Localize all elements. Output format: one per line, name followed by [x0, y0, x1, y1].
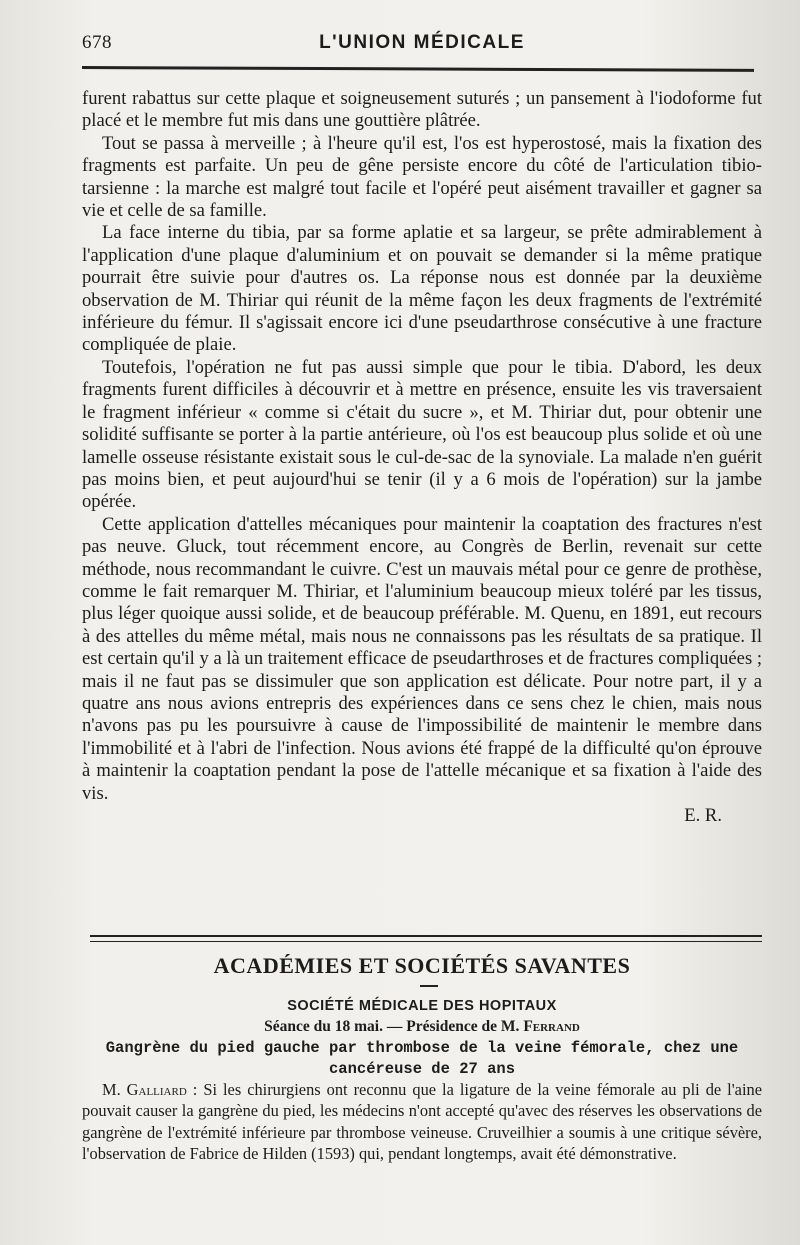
article-title: Gangrène du pied gauche par thrombose de la veine fémorale, chez une cancéreuse de 27 ans [105, 1039, 739, 1078]
paragraph: La face interne du tibia, par sa forme aplatie et sa largeur, se prête admirablement à l'application d'une plaque d'aluminium et on pouvait se demander si la même pratique pourrait être suivie pour d'autres os. La réponse nous est donnée par la deuxième observation de M. Thiriar qui réunit de la même façon les deux fragments de l'extrémité inférieure du fémur. Il s'agissait encore ici d'une pseudarthrose consécutive à une fracture compliquée de plaie. [82, 222, 762, 356]
paragraph: Cette application d'attelles mécaniques pour maintenir la coaptation des fractures n'est pas neuve. Gluck, tout récemment encore, au Congrès de Berlin, revenait sur cette méthode, nous recommandant le cuivre. C'est un mauvais métal pour ce genre de prothèse, comme le fait remarquer M. Thiriar, et l'aluminium beaucoup mieux toléré par les tissus, plus léger quoique aussi solide, et de beaucoup préférable. M. Quenu, en 1891, eut recours à des attelles du même métal, mais nous ne connaissons pas les résultats de sa pratique. Il est certain qu'il y a là un traitement efficace de pseudarthroses et de fractures compliquées ; mais il ne faut pas se dissimuler que son application est délicate. Pour notre part, il y a quatre ans nous avions entrepris des expériences dans ce sens chez le chien, mais nous n'avons pas pu les poursuivre à cause de l'impossibilité de maintenir le membre dans l'immobilité et à l'abri de l'infection. Nous avions été frappé de la difficulté qu'on éprouve à maintenir la coaptation pendant la pose de l'attelle mécanique et sa fixation à l'aide des vis. [82, 513, 762, 804]
running-head [82, 32, 762, 62]
speaker-name: Galliard [126, 1080, 187, 1099]
report-body [82, 1079, 762, 1165]
session-line [82, 1018, 762, 1036]
paragraph: furent rabattus sur cette plaque et soigneusement suturés ; un pansement à l'iodoforme fut placé et le membre fut mis dans une gouttière plâtrée. [82, 88, 762, 132]
paragraph [82, 1079, 762, 1165]
author-signature: E. R. [684, 805, 722, 826]
session-date: Séance du 18 mai. — Présidence de M. [264, 1018, 524, 1035]
speaker-prefix: M. [102, 1080, 127, 1099]
session-president: Ferrand [523, 1018, 580, 1035]
heading-dash [420, 985, 438, 987]
society-name: SOCIÉTÉ MÉDICALE DES HOPITAUX [287, 998, 557, 1014]
page-number: 678 [82, 32, 112, 53]
header-rule [82, 66, 754, 72]
section-heading: ACADÉMIES ET SOCIÉTÉS SAVANTES [213, 953, 631, 978]
paragraph: Toutefois, l'opération ne fut pas aussi simple que pour le tibia. D'abord, les deux fragments furent difficiles à découvrir et à mettre en présence, ensuite les vis traversaient le fragment inférieur « comme si c'était du sucre », et M. Thiriar dut, pour obtenir une solidité suffisante se porter à la partie antérieure, où l'os est beaucoup plus solide et où une lamelle osseuse résistante existait sous le cul-de-sac de la synoviale. La malade n'en guérit pas moins bien, et peut aujourd'hui se tenir (il y a 6 mois de l'opération) sur la jambe opérée. [82, 356, 762, 513]
paragraph: Tout se passa à merveille ; à l'heure qu'il est, l'os est hyperostosé, mais la fixation des fragments est parfaite. Un peu de gêne persiste encore du côté de l'articulation tibio-tarsienne : la marche est malgré tout facile et l'opéré peut aisément travailler et gagner sa vie et celle de sa famille. [82, 132, 762, 222]
article-continuation [82, 88, 762, 827]
section-divider [90, 935, 762, 942]
speaker-text: : Si les chirurgiens ont reconnu que la ligature de la veine fémorale au pli de l'aine pouvait causer la gangrène du pied, les médecins n'ont accepté qu'avec des réserves les observations de gangrène de l'extrémité inférieure par thrombose veineuse. Cruveilhier a soumis à une critique sévère, l'observation de Fabrice de Hilden (1593) qui, pendant longtemps, avait été démonstrative. [82, 1080, 762, 1164]
journal-title: L'UNION MÉDICALE [319, 32, 525, 53]
